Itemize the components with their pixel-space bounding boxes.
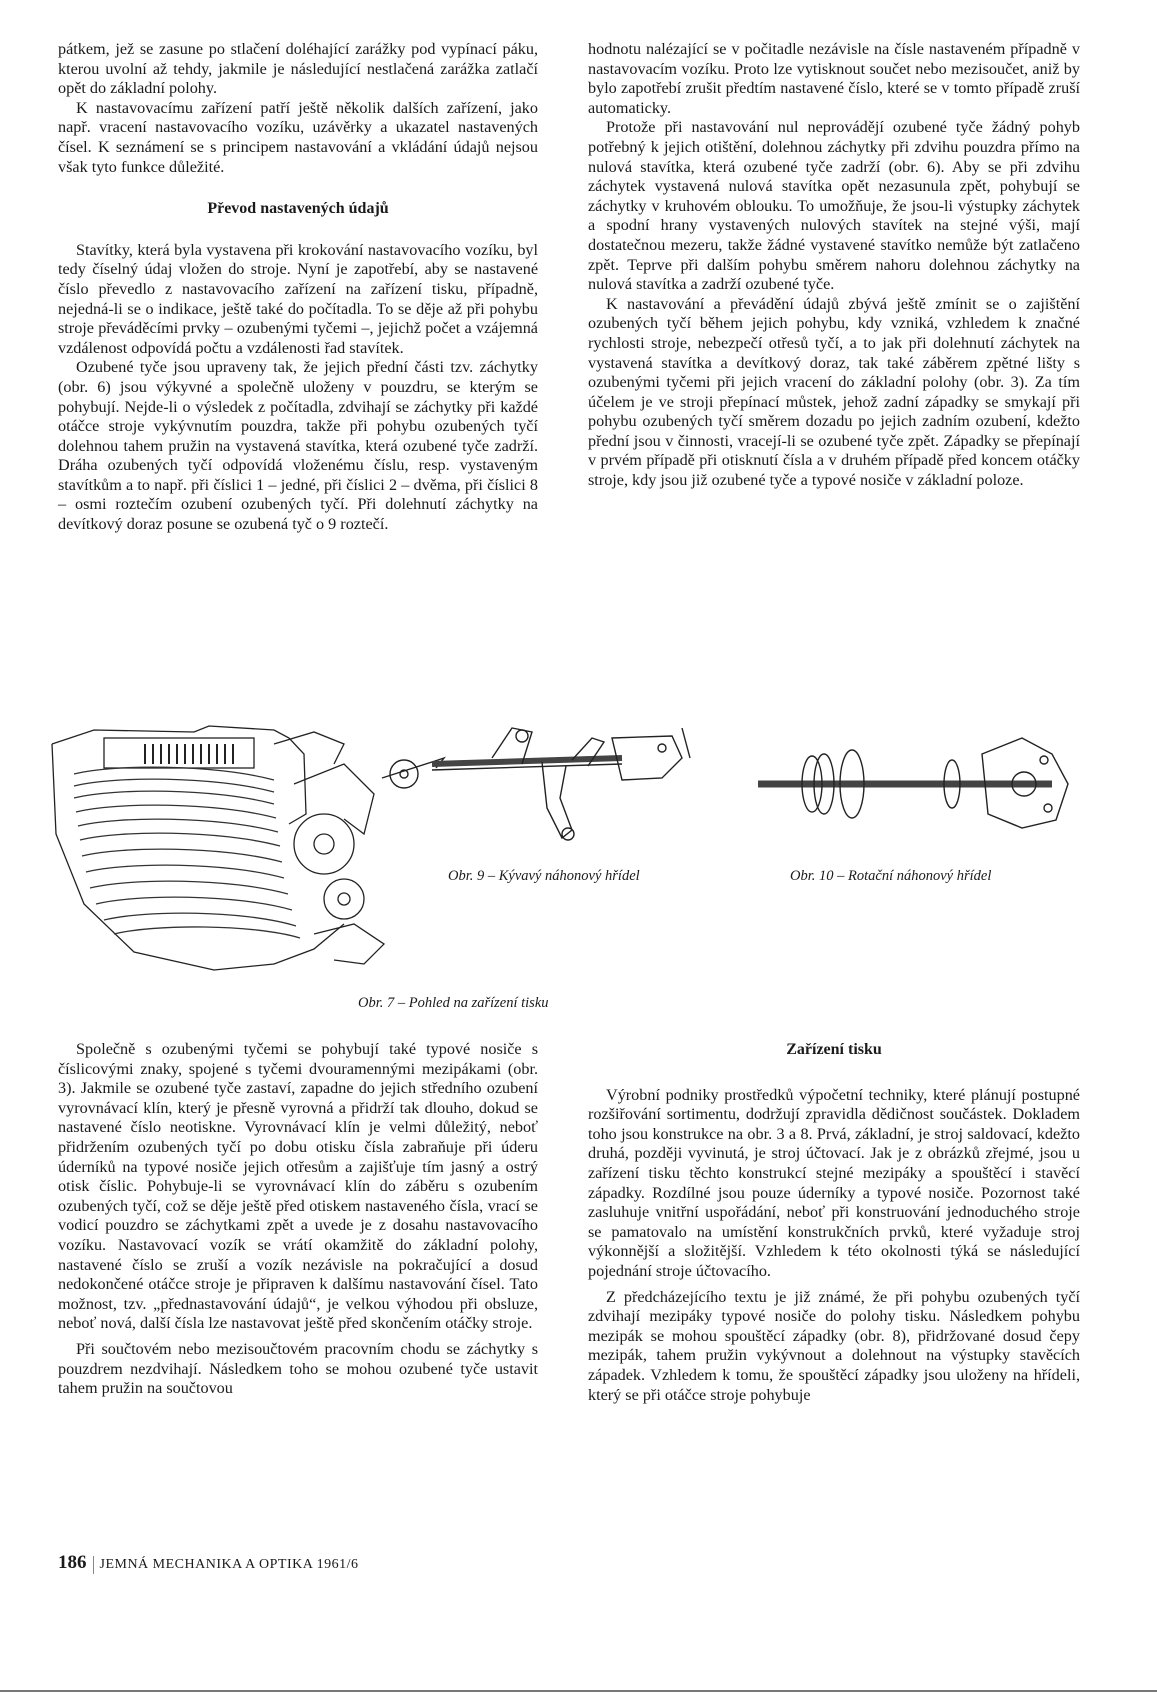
figure-9-oscillating-shaft — [372, 718, 712, 858]
paragraph: pátkem, jež se zasune po stlačení doléhající zarážky pod vypínací páku, kterou uvolní až tehdy, jakmile je následující nestlačená zarážka zatlačí opět do základní polohy. — [58, 40, 538, 98]
page-edge-rule — [0, 1690, 1157, 1692]
right-column-bottom — [588, 1040, 1080, 1405]
paragraph: hodnotu nalézající se v počitadle nezávisle na čísle nastaveném případně v nastavovacím vozíku. Proto lze vytisknout součet nebo mezisoučet, aniž by bylo zapotřebí zrušit předtím nastavené číslo, které se v tomto případě zruší automaticky. — [588, 40, 1080, 117]
paragraph: Výrobní podniky prostředků výpočetní techniky, které plánují postupné rozšiřování sortimentu, dodržují zpravidla dědičnost součástek. Dokladem toho jsou konstrukce na obr. 3 a 8. Prvá, základní, je stroj saldovací, kdežto druhá, později vyvinutá, je stroj účtovací. Jak je z obrázků zřejmé, jsou u zařízení tisku těchto konstrukcí stejné mezipáky a spouštěcí i stavěcí západky. Rozdílné jsou pouze úderníky a typové nosiče. Pozornost také zasluhuje vnitřní uspořádání, neboť při konstruování jednoduchého stroje se pamatovalo na umístění konstrukčních prvků, které vyžaduje stroj výkonnější a složitější. Vzhledem k této okolnosti týká se následující pojednání stroje účtovacího. — [588, 1085, 1080, 1280]
paragraph: Stavítky, která byla vystavena při krokování nastavovacího vozíku, byl tedy číselný údaj vložen do stroje. Nyní je zapotřebí, aby se nastavené číslo převedlo z nastavovacího zařízení na zařízení tisku, případně, nejedná-li se o indikace, ještě také do počítadla. To se děje až při pohybu stroje převáděcími prvky – ozubenými tyčemi –, jejichž počet a vzájemná vzdálenost odpovídá počtu a vzdálenosti řad stavítek. — [58, 240, 538, 357]
figure-9-caption: Obr. 9 – Kývavý náhonový hřídel — [448, 868, 640, 884]
paragraph: Protože při nastavování nul neprovádějí ozubené tyče žádný pohyb potřebný k jejich otištění, dolehnou záchytky při zdvihu pouzdra přímo na nulová stavítka, která ozubené tyče zadrží (obr. 6). Aby se při zdvihu záchytek vystavená nulová stavítka opět nezasunula zpět, pohybují se záchytky v kruhovém oblouku. To umožňuje, že jsou-li výstupky záchytek a spodní hrany vystavených nulových stavítek na stejné výši, mají dostatečnou mezeru, takže žádné vystavené stavítko nemůže být zatlačeno zpět. Teprve při dalším pohybu směrem nahoru dolehnou záchytky na nulová stavítka a zadrží ozubené tyče. — [588, 118, 1080, 294]
paragraph: K nastavování a převádění údajů zbývá ještě zmínit se o zajištění ozubených tyčí během jejich pohybu, kdy vzniká, vzhledem k značné rychlosti stroje, nebezpečí otřesů tyčí, a to jak při dolehnutí záchytek na vystavená stavítka a devítkový doraz, tak také záběrem zpětné lišty s ozubenými tyčemi při jejich vracení do základní polohy (obr. 3). Za tím účelem je ve stroji přepínací můstek, jehož zadní západky se smykají při pohybu ozubených tyčí směrem dozadu po jejich zadním ozubení, kdežto přední jsou v činnosti, vracejí-li se ozubené tyče zpět. Západky se přepínají v prvém případě při otisknutí čísla a v druhém případě před koncem otáčky stroje, kdy jsou již ozubené tyče a typové nosiče v základní poloze. — [588, 294, 1080, 490]
section-heading: Zařízení tisku — [786, 1041, 882, 1058]
section-heading: Převod nastavených údajů — [207, 200, 389, 218]
footer-divider — [93, 1556, 94, 1574]
figure-10-caption: Obr. 10 – Rotační náhonový hřídel — [790, 868, 992, 884]
figure-7-caption: Obr. 7 – Pohled na zařízení tisku — [358, 995, 549, 1011]
paragraph: K nastavovacímu zařízení patří ještě několik dalších zařízení, jako např. vracení nastavovacího vozíku, uzávěrky a ukazatel nastavených čísel. K seznámení se s principem nastavování a vkládání údajů nejsou však tyto funkce důležité. — [58, 98, 538, 176]
right-column-top — [588, 40, 1080, 491]
page-footer — [58, 1552, 358, 1574]
paragraph: Při součtovém nebo mezisoučtovém pracovním chodu se záchytky s pouzdrem nezdvihají. Následkem toho se mohou ozubené tyče ustavit tahem pružin na součtovou — [58, 1339, 538, 1398]
figure-10-rotary-shaft — [752, 724, 1082, 854]
paragraph: Ozubené tyče jsou upraveny tak, že jejich přední části tzv. záchytky (obr. 6) jsou výkyvné a společně uloženy v pouzdru, se kterým se pohybují. Nejde-li o výsledek z počítadla, zdvihají se záchytky při každé otáčce stroje vykývnutím pouzdra, takže při pohybu ozubených tyčí dolehnou tahem pružin na vystavená stavítka, která ozubené tyče zadrží. Dráha ozubených tyčí odpovídá vloženému číslu, resp. vystaveným stavítkům a to např. při číslici 1 – jedné, při číslici 2 – dvěma, při číslici 8 – osmi roztečím ozubení ozubených tyčí. Při dolehnutí záchytky na devítkový doraz posune se ozubená tyč o 9 roztečí. — [58, 358, 538, 534]
left-column-top — [58, 40, 538, 535]
paragraph: Společně s ozubenými tyčemi se pohybují také typové nosiče s číslicovými znaky, spojené s tyčemi dvouramennými mezipákami (obr. 3). Jakmile se ozubené tyče zastaví, zapadne do jejich středního ozubení vyrovnávací klín, který je přesně vyrovná a přidrží tak dlouho, dokud se nastavené číslo neotiskne. Vyrovnávací klín je velmi důležitý, neboť přidržením ozubených tyčí po dobu otisku čísla zabraňuje při úderu úderníků na typové nosiče jejich otřesům a zajišťuje tím jasný a ostrý otisk číslic. Pohybuje-li se vyrovnávací klín do záběru s ozubením ozubených tyčí, což se děje ještě před otiskem nastaveného čísla, vrací se vodicí pouzdro se záchytkami zpět a uvede je z dosahu nastavovacího vozíku. Nastavovací vozík se vrátí okamžitě do základní polohy, nastavené číslo se zruší a vozík nezávisle na pokračující a dosud nedokončené otáčce stroje je připraven k dalšímu nastavování čísel. Tato možnost, tzv. „přednastavování údajů“, je velkou výhodou při obsluze, neboť nová, další čísla lze nastavovat ještě před skončením otáčky stroje. — [58, 1040, 538, 1333]
figure-7-printing-mechanism — [44, 724, 414, 984]
left-column-bottom — [58, 1040, 538, 1399]
paragraph: Z předcházejícího textu je již známé, že při pohybu ozubených tyčí zdvihají mezipáky typové nosiče do polohy tisku. Následkem pohybu mezipák se mohou spouštěcí západky (obr. 8), přidržované dosud čepy mezipák, tahem pružin vykývnout a dolehnout na výstupky stavěcích západek. Vzhledem k tomu, že spouštěcí západky jsou uloženy na hřídeli, který se při otáčce stroje pohybuje — [588, 1287, 1080, 1404]
journal-name: JEMNÁ MECHANIKA A OPTIKA 1961/6 — [99, 1557, 359, 1572]
page-number: 186 — [58, 1552, 87, 1573]
